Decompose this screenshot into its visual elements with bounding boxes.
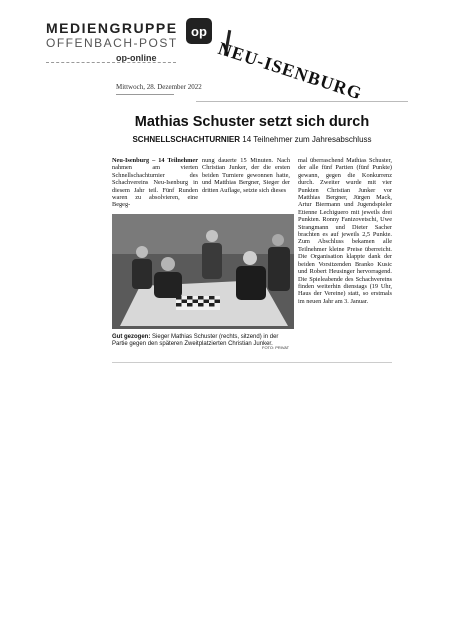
article-column-1 — [112, 157, 198, 209]
subheadline — [112, 135, 392, 144]
subhead-kicker: SCHNELLSCHACHTURNIER — [132, 135, 241, 144]
article-column-3: mal überraschend Mathias Schuster, der alle fünf Partien (fünf Punkte) gewann, gegen die Konkurrenz durch. Zweiter wurde mit vier Punkten Christian Junker vor Matthias Bergner, Jürgen Mack, Artur Biermann und Jugendspieler Etienne Lechiguero mit jeweils drei Punkten. Ronny Fanizovetschi, Uwe Strangmann und Dieter Sacher brachten es auf jeweils 2,5 Punkte. Zum Abschluss bekamen alle Teilnehmer kleine Preise überreicht. Die Organisation klappte dank der beiden Vorsitzenden Branko Kusic und Robert Heusinger hervorragend. Die Spieleabende des Schachvereins finden weiterhin dienstags (19 Uhr, Haus der Vereine) statt, so erstmals im neuen Jahr am 3. Januar. — [298, 157, 392, 305]
masthead-rule — [46, 62, 176, 63]
chess-players-photo — [112, 214, 294, 329]
op-online-label: op-online — [116, 53, 157, 63]
article-column-2: nung dauerte 15 Minuten. Nach Christian Junker, der die ersten beiden Turniere gewonnen hatte, und Matthias Bergner, Sieger der dritten Auflage, setzte sich dieses — [202, 157, 290, 194]
masthead-title: MEDIENGRUPPE — [46, 20, 178, 36]
bottom-rule — [112, 362, 392, 363]
headline: Mathias Schuster setzt sich durch — [134, 114, 370, 130]
caption-text: Sieger Mathias Schuster (rechts, sitzend) in der Partie gegen den späteren Zweitplatzierten Christian Junker. — [112, 334, 279, 348]
article-lead: Neu-Isenburg – 14 Teilnehmer — [112, 157, 198, 164]
masthead-subtitle: OFFENBACH-POST — [46, 36, 178, 50]
date-rule — [116, 94, 174, 95]
photo-credit: FOTO: PRIVAT — [262, 345, 290, 350]
location-stamp: NEU-ISENBURG — [215, 38, 365, 104]
caption-lead: Gut gezogen: — [112, 334, 151, 340]
chess-board — [176, 296, 220, 310]
article-photo — [112, 214, 294, 329]
subhead-text: 14 Teilnehmer zum Jahresabschluss — [242, 135, 372, 144]
publication-date: Mittwoch, 28. Dezember 2022 — [116, 83, 202, 91]
top-rule — [196, 101, 408, 102]
article-col1-text: nahmen am vierten Schnellschachturnier des Schachvereins Neu-Isenburg in diesem Jahr teil. Fünf Runden waren zu absolvieren, eine Begeg- — [112, 164, 198, 209]
op-logo: op — [186, 18, 212, 44]
